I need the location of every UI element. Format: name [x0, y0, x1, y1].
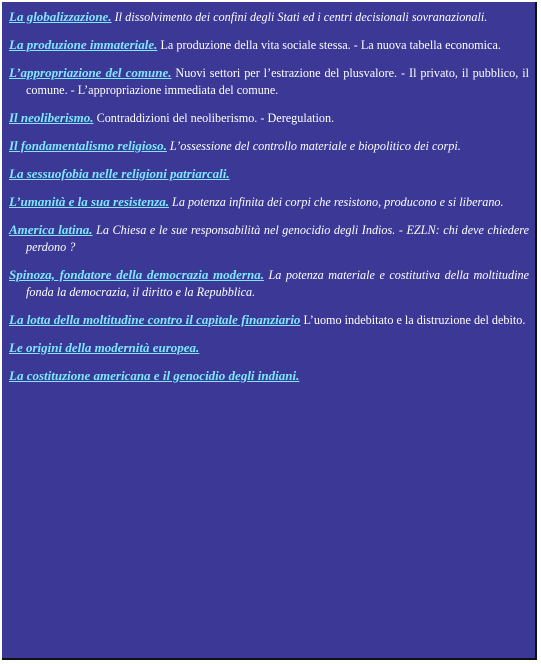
entry-fondamentalismo-religioso [9, 137, 529, 155]
entry-description: La produzione della vita sociale stessa. - La nuova tabella economica. [157, 38, 501, 52]
entry-description: La potenza infinita dei corpi che resistono, producono e si liberano. [169, 195, 504, 209]
entry-globalizzazione [9, 8, 529, 26]
link-origini-modernita[interactable]: Le origini della modernità europea. [9, 340, 200, 355]
topics-panel [2, 2, 537, 660]
entry-costituzione-americana [9, 367, 529, 385]
link-lotta-moltitudine[interactable]: La lotta della moltitudine contro il capitale finanziario [9, 312, 301, 327]
entry-sessuofobia [9, 165, 529, 183]
entry-description: La potenza materiale e costitutiva della moltitudine fonda la democrazia, il diritto e la Repubblica. [26, 268, 529, 299]
entry-description: Nuovi settori per l’estrazione del plusvalore. - Il privato, il pubblico, il comune. - L’appropriazione immediata del comune. [26, 66, 529, 97]
entry-description: La Chiesa e le sue responsabilità nel genocidio degli Indios. - EZLN: chi deve chiedere perdono ? [26, 223, 529, 254]
link-neoliberismo[interactable]: Il neoliberismo. [9, 110, 94, 125]
link-produzione-immateriale[interactable]: La produzione immateriale. [9, 37, 158, 52]
link-fondamentalismo-religioso[interactable]: Il fondamentalismo religioso. [9, 138, 167, 153]
link-appropriazione-comune[interactable]: L’appropriazione del comune. [9, 65, 172, 80]
entry-neoliberismo [9, 109, 529, 127]
entry-umanita-resistenza [9, 193, 529, 211]
link-globalizzazione[interactable]: La globalizzazione. [9, 9, 112, 24]
entry-description: Contraddizioni del neoliberismo. - Deregulation. [93, 111, 335, 125]
entry-america-latina [9, 221, 529, 256]
link-umanita-resistenza[interactable]: L’umanità e la sua resistenza. [9, 194, 169, 209]
entry-origini-modernita [9, 339, 529, 357]
entry-lotta-moltitudine [9, 311, 529, 329]
entry-spinoza [9, 266, 529, 301]
entry-description: L’ossessione del controllo materiale e biopolitico dei corpi. [166, 139, 461, 153]
link-america-latina[interactable]: America latina. [9, 222, 93, 237]
link-spinoza[interactable]: Spinoza, fondatore della democrazia moderna. [9, 267, 264, 282]
entry-appropriazione-comune [9, 64, 529, 99]
entry-description: Il dissolvimento dei confini degli Stati ed i centri decisionali sovranazionali. [111, 10, 488, 24]
entry-produzione-immateriale [9, 36, 529, 54]
link-costituzione-americana[interactable]: La costituzione americana e il genocidio degli indiani. [9, 368, 300, 383]
entry-description: L’uomo indebitato e la distruzione del debito. [300, 313, 526, 327]
link-sessuofobia[interactable]: La sessuofobia nelle religioni patriarcali. [9, 166, 230, 181]
